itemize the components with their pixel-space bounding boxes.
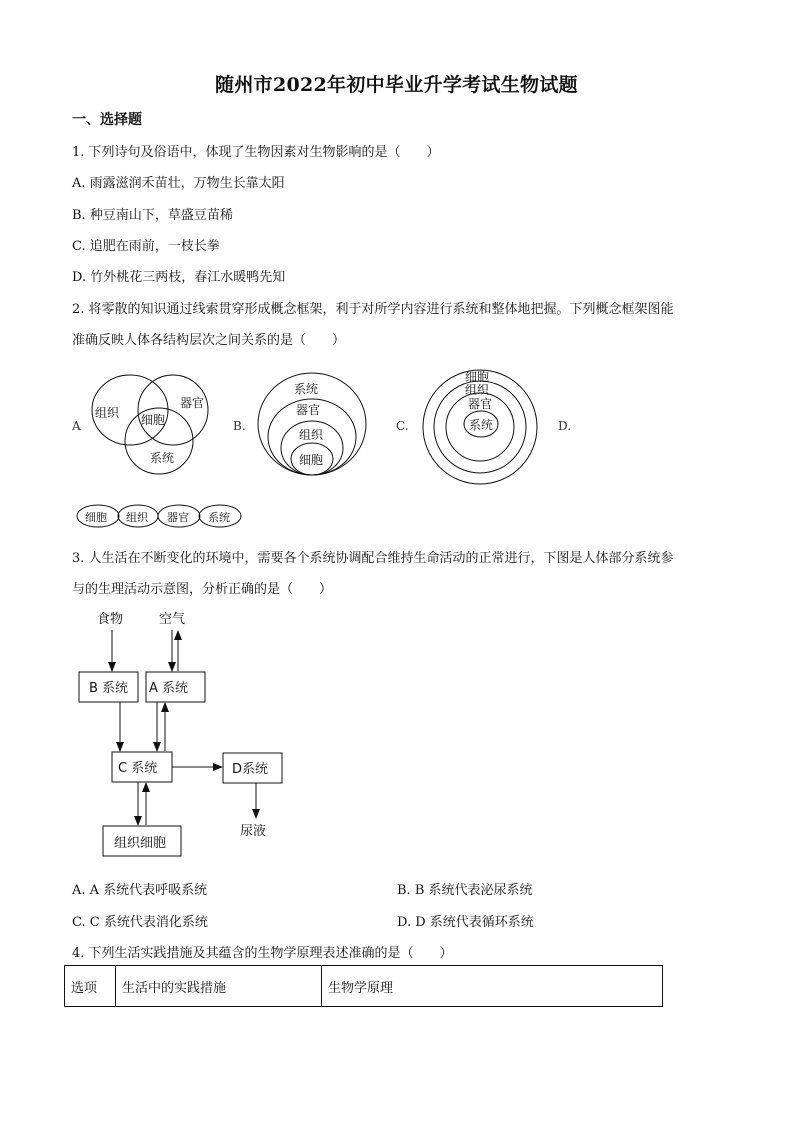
diagram-b-label-cell: 细胞 [299,453,324,467]
document-title: 随州市2022年初中毕业升学考试生物试题 [215,74,578,96]
q3-stem-line2: 与的生理活动示意图，分析正确的是（ ） [72,582,333,597]
q3-stem-line1: 3. 人生活在不断变化的环境中，需要各个系统协调配合维持生命活动的正常进行，下图是人体部分系统参 [72,551,674,566]
q4-table [64,965,663,1007]
diagram-c-label-system: 系统 [469,418,494,432]
q3-option-b: B. B 系统代表泌尿系统 [397,883,533,898]
header-principle: 生物学原理 [322,966,663,1007]
q2-label-d: D. [558,419,572,433]
diagram-b-label-organ: 器官 [296,403,321,417]
flow-urine: 尿液 [240,824,267,839]
diagram-b-label-system: 系统 [294,382,319,396]
flow-b-system: B 系统 [89,681,129,696]
q3-option-c: C. C 系统代表消化系统 [72,915,208,930]
diagram-a-label-tissue: 组织 [95,406,120,420]
q2-stem-line2: 准确反映人体各结构层次之间关系的是（ ） [72,333,346,348]
diagram-d-label-cell: 细胞 [85,511,107,524]
diagram-c-label-cell: 细胞 [465,370,490,384]
q2-label-c: C. [396,419,409,433]
diagram-a-label-system: 系统 [150,451,175,465]
header-option: 选项 [65,966,116,1007]
q1-option-b: B. 种豆南山下，草盛豆苗稀 [72,208,233,223]
diagram-a-label-cell: 细胞 [141,413,166,427]
q3-option-d: D. D 系统代表循环系统 [397,915,534,930]
diagram-d-label-organ: 器官 [167,511,189,524]
header-practice: 生活中的实践措施 [116,966,322,1007]
q1-option-d: D. 竹外桃花三两枝，春江水暖鸭先知 [72,270,286,285]
diagram-b-label-tissue: 组织 [299,428,324,442]
table-header-row [65,966,663,1007]
q2-label-b: B. [233,419,246,433]
flow-tissue-cells: 组织细胞 [114,836,167,851]
diagram-c-label-tissue: 组织 [465,383,490,397]
q2-label-a: A [72,419,81,433]
q1-option-c: C. 追肥在雨前，一枝长拳 [72,239,220,254]
diagram-c-label-organ: 器官 [468,397,493,411]
q3-flowchart [79,630,282,856]
q2-stem-line1: 2. 将零散的知识通过线索贯穿形成概念框架，利于对所学内容进行系统和整体地把握。下列概念框架图能 [72,302,674,317]
q1-stem: 1. 下列诗句及俗语中，体现了生物因素对生物影响的是（ ） [72,145,440,160]
flow-air: 空气 [159,612,186,627]
q3-option-a: A. A 系统代表呼吸系统 [72,883,208,898]
q4-stem: 4. 下列生活实践措施及其蕴含的生物学原理表述准确的是（ ） [72,946,453,961]
flow-food: 食物 [97,612,124,627]
section-heading: 一、选择题 [72,112,142,128]
q1-option-a: A. 雨露滋润禾苗壮，万物生长靠太阳 [72,176,285,191]
flow-c-system: C 系统 [118,761,158,776]
flow-d-system: D系统 [232,762,269,777]
diagram-d-label-tissue: 组织 [126,511,148,524]
flow-a-system: A 系统 [149,681,189,696]
diagram-a-label-organ: 器官 [180,396,205,410]
diagram-d-label-system: 系统 [208,511,230,524]
